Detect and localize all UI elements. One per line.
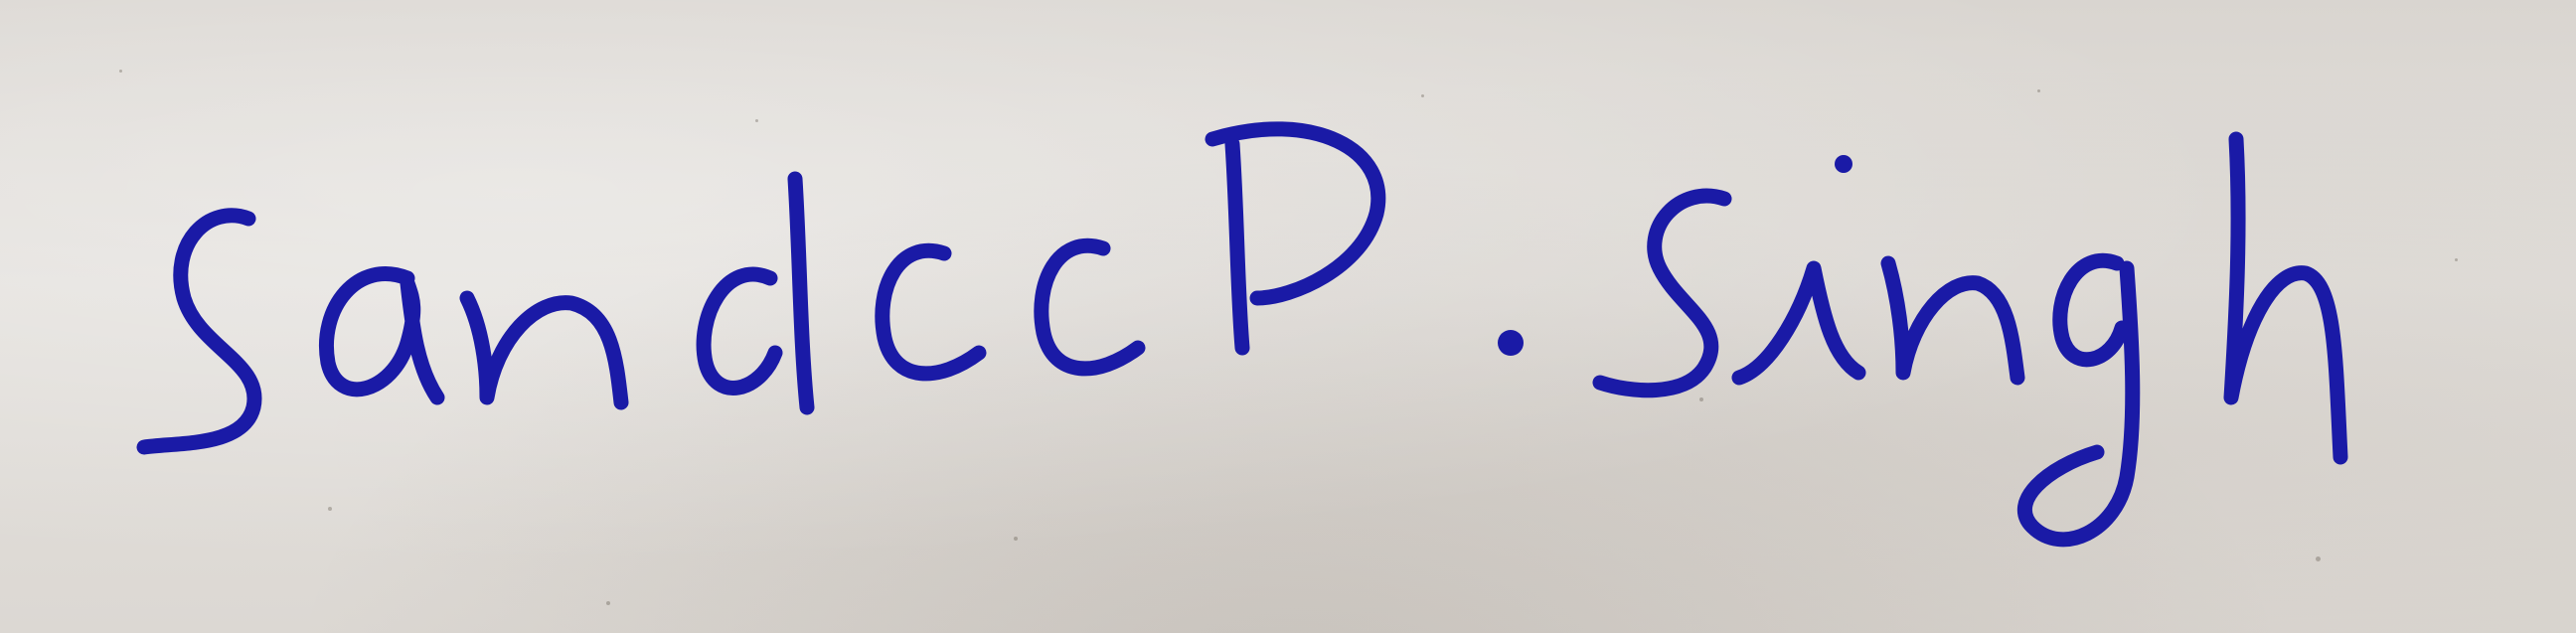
glyph-g [2024,260,2132,540]
glyph-P [1212,129,1378,348]
glyph-h [2231,139,2340,457]
glyph-n [467,298,621,402]
glyph-s [144,216,254,447]
glyph-e1 [883,250,979,374]
glyph-i-dot [1835,155,1852,173]
glyph-S [1600,196,1724,391]
glyph-i [1739,268,1858,378]
glyph-d [704,179,807,407]
glyph-a [326,274,437,397]
glyph-e2 [1042,245,1138,369]
glyph-dot [1498,330,1524,356]
signature-strokes [144,129,2340,540]
glyph-n2 [1888,263,2017,378]
